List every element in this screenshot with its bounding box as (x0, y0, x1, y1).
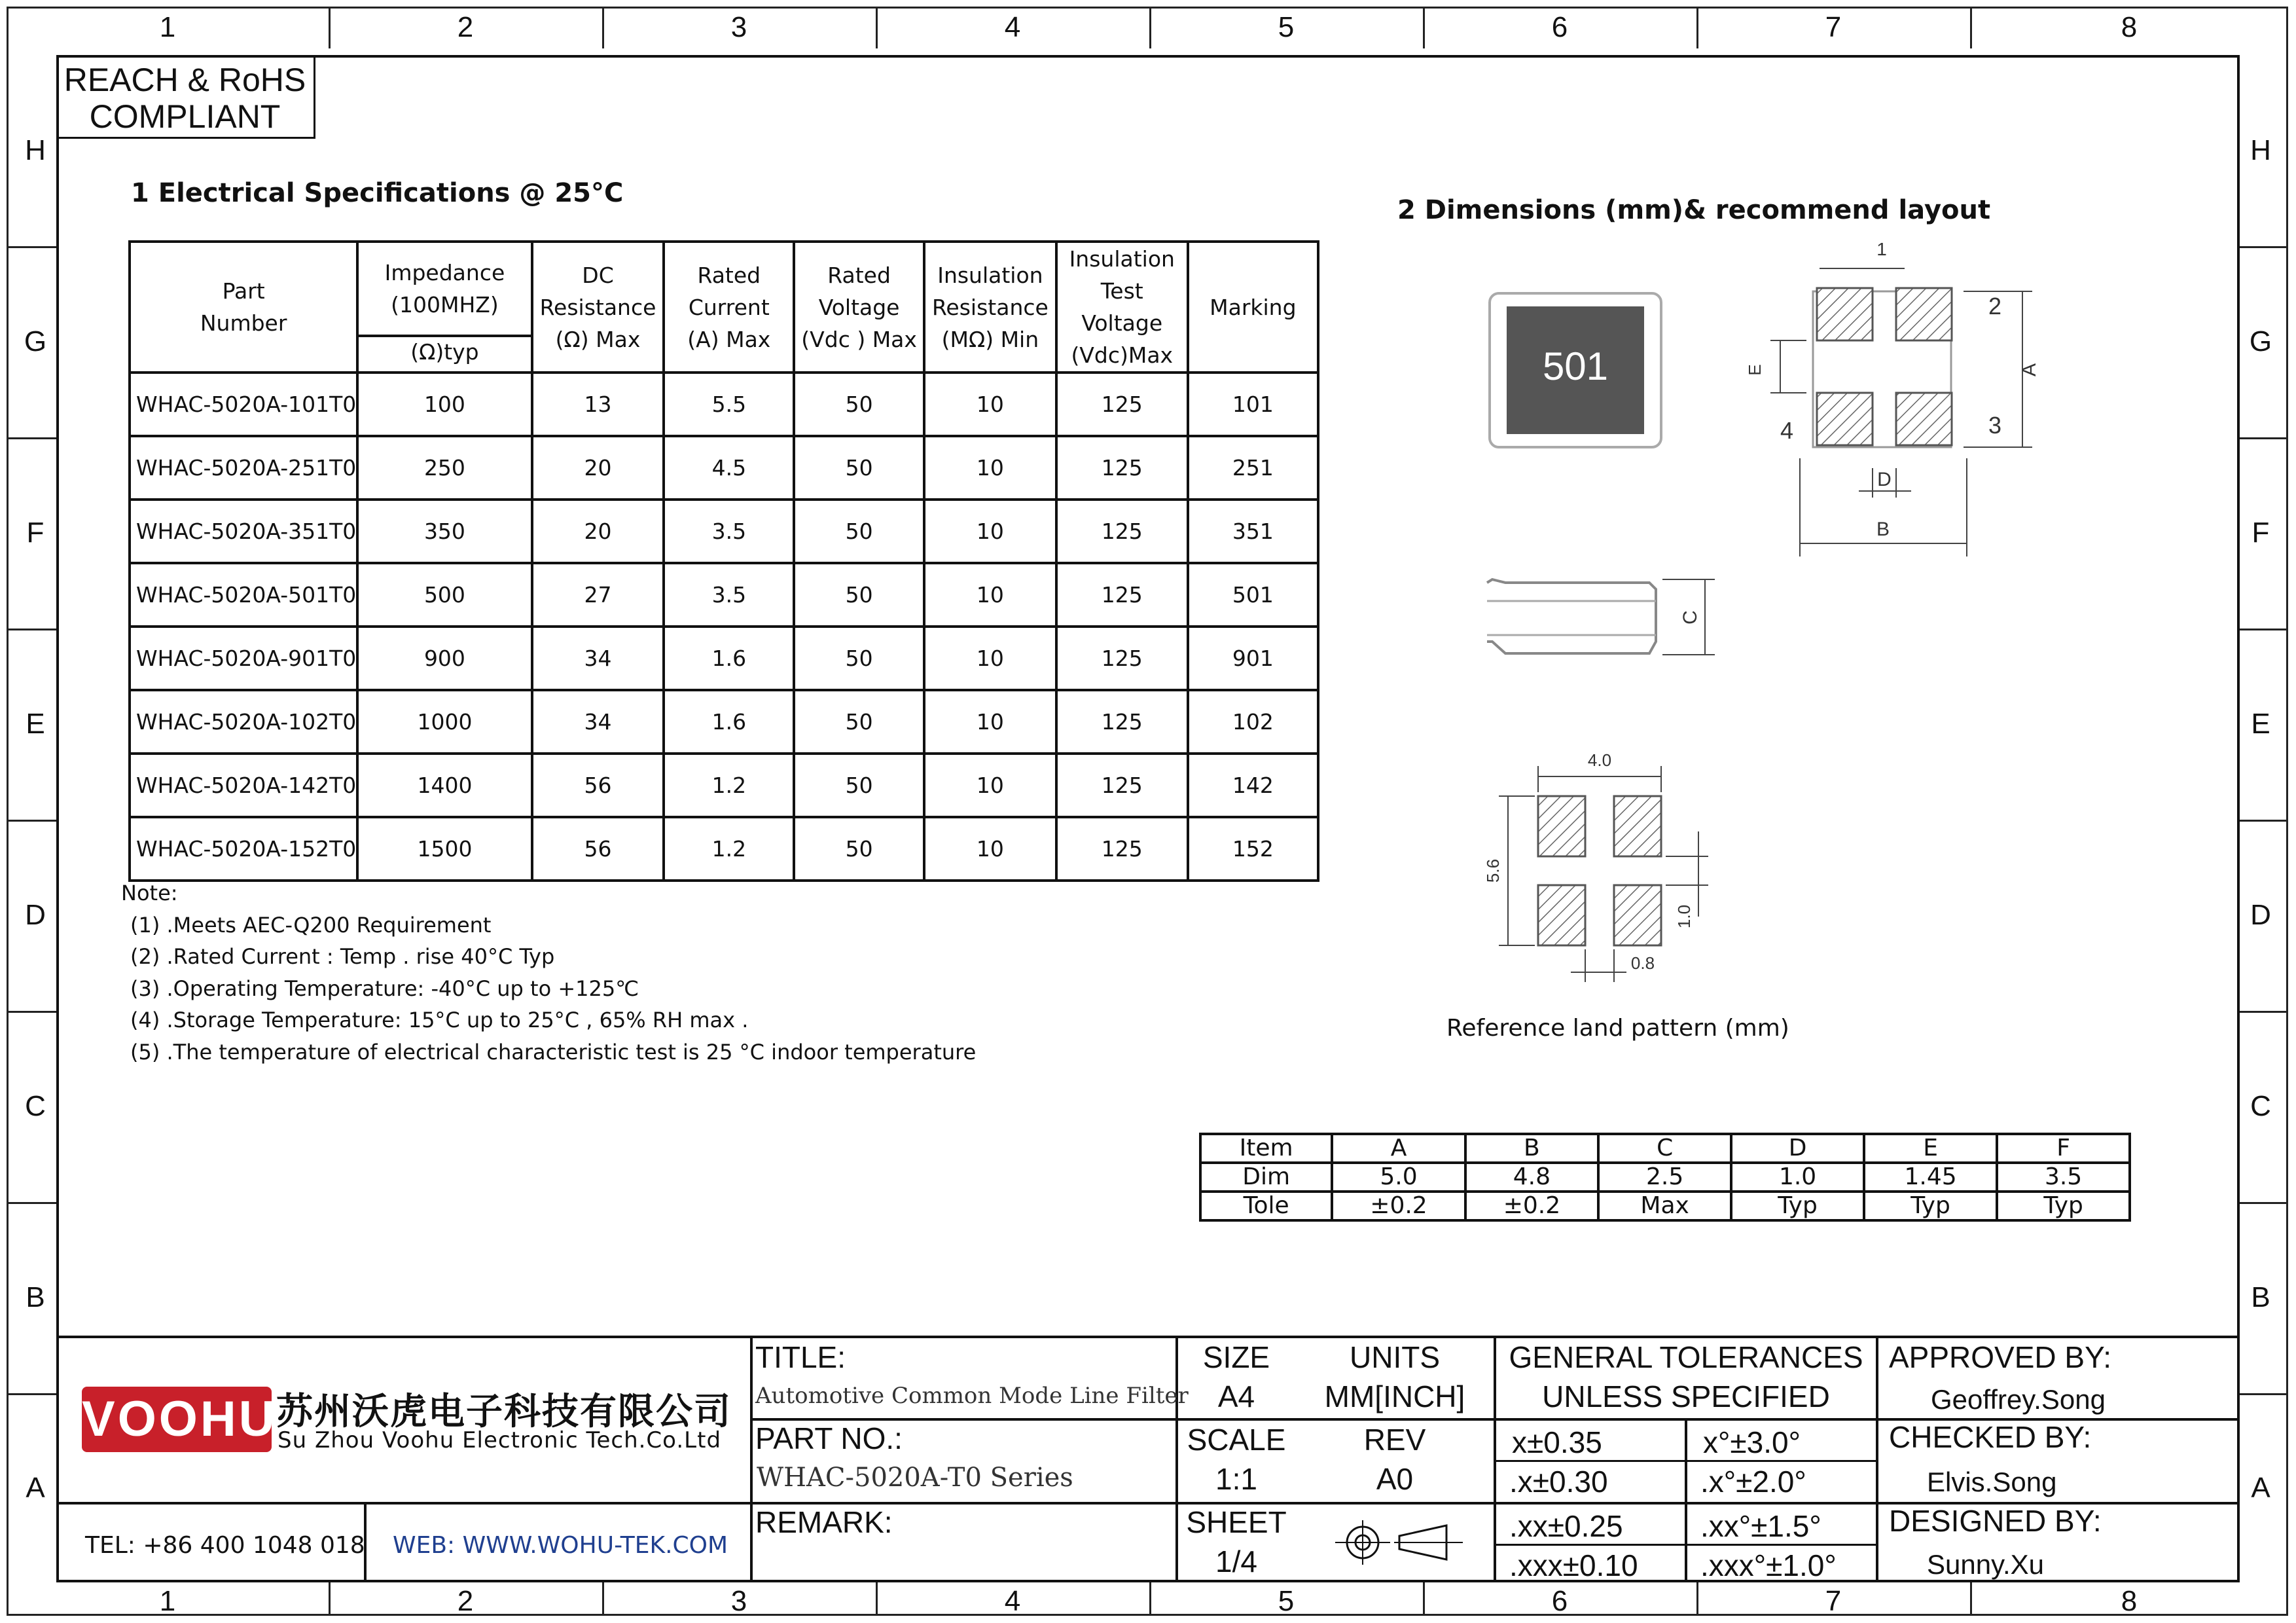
zone-tick (1970, 7, 1972, 48)
pad-label-4: 4 (1780, 417, 1794, 444)
tolerance-linear: .x±0.30 (1509, 1465, 1608, 1499)
zone-tick (2240, 1011, 2288, 1013)
table-row (130, 436, 1318, 500)
title-label: TITLE: (755, 1340, 846, 1374)
compliance-line-1: REACH & RoHS (63, 62, 306, 98)
part-no-label: PART NO.: (755, 1421, 903, 1455)
dim-table-row (1200, 1192, 2130, 1220)
header-text: Rated (697, 262, 761, 288)
zone-row-label: H (25, 134, 46, 166)
table-cell: 125 (1056, 817, 1188, 881)
rev-label: REV (1363, 1423, 1426, 1457)
table-cell: 50 (794, 563, 924, 627)
table-cell: 10 (924, 627, 1056, 690)
dim-b-label: B (1876, 519, 1890, 540)
zone-tick (329, 7, 331, 48)
zone-tick (602, 7, 604, 48)
tolerance-linear: .xxx±0.10 (1509, 1548, 1638, 1582)
zone-tick (1149, 1582, 1151, 1616)
zone-row-label: G (2249, 325, 2272, 357)
table-cell: 125 (1056, 436, 1188, 500)
zone-row-label: B (26, 1281, 45, 1313)
zone-tick (2240, 1202, 2288, 1204)
header-text: Number (200, 310, 287, 336)
header-text: DC (582, 262, 614, 288)
table-cell: 20 (532, 436, 664, 500)
table-cell: 10 (924, 373, 1056, 436)
zone-tick (1423, 7, 1425, 48)
table-cell: 901 (1188, 627, 1318, 690)
table-cell: 1.6 (664, 690, 794, 754)
part-number-cell: WHAC-5020A-101T0 (130, 373, 357, 436)
header-dc-resistance (532, 242, 664, 373)
zone-row-label: F (26, 517, 45, 549)
table-cell: 56 (532, 754, 664, 817)
dim-table-cell: ±0.2 (1465, 1192, 1598, 1220)
scale-value: 1:1 (1215, 1462, 1257, 1496)
zone-column-label: 1 (159, 1585, 176, 1617)
tb-tol-divider (1685, 1418, 1687, 1582)
table-cell: 125 (1056, 563, 1188, 627)
header-text: Rated (827, 262, 891, 288)
zone-column-label: 2 (457, 1585, 474, 1617)
table-cell: 50 (794, 817, 924, 881)
zone-tick (2240, 629, 2288, 630)
header-text: Resistance (931, 294, 1049, 320)
impedance-unit: (Ω)typ (359, 335, 530, 367)
zone-column-label: 1 (159, 11, 176, 43)
header-text: Test Voltage (1081, 278, 1163, 336)
zone-row-label: A (2251, 1471, 2270, 1504)
dim-table-cell: Typ (1864, 1192, 1997, 1220)
table-cell: 10 (924, 690, 1056, 754)
dimension-drawings (1453, 242, 2094, 1093)
header-text: (Vdc ) Max (801, 326, 917, 352)
dim-table-cell: Typ (1731, 1192, 1864, 1220)
table-cell: 27 (532, 563, 664, 627)
dim-table-cell: 2.5 (1598, 1163, 1731, 1192)
table-row (130, 754, 1318, 817)
remark-label: REMARK: (755, 1505, 893, 1539)
scale-label: SCALE (1187, 1423, 1286, 1457)
table-row (130, 373, 1318, 436)
zone-tick (7, 1393, 56, 1395)
part-number-cell: WHAC-5020A-102T0 (130, 690, 357, 754)
dim-table-cell: C (1598, 1134, 1731, 1163)
zone-tick (1970, 1582, 1972, 1616)
tb-top-border (56, 1336, 2240, 1338)
tolerance-angular: .x°±2.0° (1700, 1465, 1806, 1499)
header-impedance (357, 242, 531, 373)
part-no-value: WHAC-5020A-T0 Series (757, 1463, 1073, 1493)
dim-table-cell: 3.5 (1997, 1163, 2130, 1192)
table-cell: 10 (924, 436, 1056, 500)
zone-row-label: E (26, 708, 45, 740)
compliance-box (56, 55, 315, 139)
zone-column-label: 4 (1004, 1585, 1021, 1617)
land-pad-label: 0.8 (1630, 953, 1655, 973)
dim-table-cell: Dim (1200, 1163, 1332, 1192)
units-value: MM[INCH] (1324, 1379, 1465, 1413)
dim-table-cell: D (1731, 1134, 1864, 1163)
dim-table-cell: B (1465, 1134, 1598, 1163)
zone-column-label: 7 (1825, 11, 1842, 43)
table-cell: 56 (532, 817, 664, 881)
dim-table-cell: Item (1200, 1134, 1332, 1163)
zone-tick (7, 1202, 56, 1204)
tolerances-title-2: UNLESS SPECIFIED (1542, 1379, 1830, 1413)
table-cell: 1500 (357, 817, 531, 881)
pad-layout-view (1745, 242, 2040, 556)
component-top-view (1490, 293, 1661, 447)
note-item: (3) .Operating Temperature: -40°C up to +125℃ (130, 976, 639, 1001)
tb-tol-row (1494, 1460, 1876, 1462)
note-item: (1) .Meets AEC-Q200 Requirement (130, 912, 492, 938)
company-web: WEB: WWW.WOHU-TEK.COM (393, 1532, 728, 1559)
table-cell: 34 (532, 627, 664, 690)
zone-tick (7, 437, 56, 439)
company-tel: TEL: +86 400 1048 018 (85, 1532, 365, 1559)
impedance-header-top (359, 243, 530, 335)
zone-tick (7, 820, 56, 822)
title-value: Automotive Common Mode Line Filter (755, 1383, 1189, 1409)
table-cell: 350 (357, 500, 531, 563)
zone-tick (602, 1582, 604, 1616)
dim-table-cell: E (1864, 1134, 1997, 1163)
pad-label-3: 3 (1988, 412, 2002, 439)
zone-row-label: F (2251, 517, 2270, 549)
header-text: Resistance (539, 294, 656, 320)
tolerance-angular: .xxx°±1.0° (1700, 1548, 1837, 1582)
zone-column-label: 3 (730, 1585, 747, 1617)
zone-tick (7, 246, 56, 248)
table-cell: 50 (794, 436, 924, 500)
zone-row-label: D (25, 899, 46, 931)
land-gap-label: 1.0 (1674, 904, 1694, 929)
zone-row-label: C (25, 1090, 46, 1122)
zone-column-label: 6 (1551, 11, 1568, 43)
zone-row-label: H (2250, 134, 2271, 166)
table-cell: 1.2 (664, 754, 794, 817)
tolerances-title-1: GENERAL TOLERANCES (1509, 1340, 1863, 1374)
table-cell: 125 (1056, 690, 1188, 754)
table-cell: 10 (924, 500, 1056, 563)
dim-table-cell: 5.0 (1332, 1163, 1465, 1192)
dim-table-row (1200, 1163, 2130, 1192)
designed-label: DESIGNED BY: (1889, 1504, 2102, 1538)
zone-row-label: C (2250, 1090, 2271, 1122)
table-cell: 34 (532, 690, 664, 754)
pad-label-2: 2 (1988, 293, 2002, 319)
dim-table-cell: Tole (1200, 1192, 1332, 1220)
table-cell: 102 (1188, 690, 1318, 754)
part-number-cell: WHAC-5020A-152T0 (130, 817, 357, 881)
table-cell: 50 (794, 500, 924, 563)
zone-tick (2240, 437, 2288, 439)
spec-rows (130, 373, 1318, 881)
rev-value: A0 (1376, 1462, 1414, 1496)
section-2-title: 2 Dimensions (mm)& recommend layout (1397, 195, 1991, 225)
table-cell: 3.5 (664, 500, 794, 563)
table-cell: 10 (924, 754, 1056, 817)
zone-tick (2240, 1393, 2288, 1395)
header-part-number (130, 242, 357, 373)
note-item: (2) .Rated Current : Temp . rise 40°C Typ (130, 944, 555, 969)
section-1-title: 1 Electrical Specifications @ 25°C (131, 178, 624, 208)
table-cell: 501 (1188, 563, 1318, 627)
table-cell: 13 (532, 373, 664, 436)
zone-column-label: 4 (1004, 11, 1021, 43)
table-cell: 500 (357, 563, 531, 627)
table-cell: 100 (357, 373, 531, 436)
table-cell: 1.6 (664, 627, 794, 690)
zone-row-label: E (2251, 708, 2270, 740)
dim-table-cell: 1.0 (1731, 1163, 1864, 1192)
zone-row-label: A (26, 1471, 45, 1504)
dim-d-label: D (1877, 469, 1892, 490)
table-cell: 20 (532, 500, 664, 563)
dim-table-cell: F (1997, 1134, 2130, 1163)
table-cell: 125 (1056, 373, 1188, 436)
header-text: (A) Max (687, 326, 771, 352)
header-text: Voltage (818, 294, 900, 320)
electrical-spec-table (128, 240, 1319, 882)
zone-tick (329, 1582, 331, 1616)
zone-column-label: 5 (1278, 1585, 1295, 1617)
dim-c-label: C (1679, 610, 1701, 625)
table-cell: 4.5 (664, 436, 794, 500)
table-cell: 250 (357, 436, 531, 500)
table-cell: 3.5 (664, 563, 794, 627)
zone-tick (1696, 1582, 1698, 1616)
approved-label: APPROVED BY: (1889, 1340, 2112, 1374)
company-logo: VOOHU (82, 1387, 272, 1452)
projection-symbol-icon (1316, 1516, 1473, 1569)
zone-tick (1696, 7, 1698, 48)
company-name-cn: 苏州沃虎电子科技有限公司 (276, 1391, 732, 1433)
tb-row-divider (1494, 1502, 2240, 1504)
table-cell: 142 (1188, 754, 1318, 817)
sheet-value: 1/4 (1215, 1544, 1257, 1578)
dim-table-cell: 4.8 (1465, 1163, 1598, 1192)
tolerance-angular: x°±3.0° (1703, 1425, 1801, 1459)
table-cell: 125 (1056, 627, 1188, 690)
tb-col-divider (1876, 1336, 1878, 1582)
dim-table-cell: Max (1598, 1192, 1731, 1220)
tb-col-divider (750, 1336, 753, 1582)
zone-tick (7, 629, 56, 630)
sheet-label: SHEET (1186, 1505, 1287, 1539)
zone-column-label: 7 (1825, 1585, 1842, 1617)
zone-tick (7, 1011, 56, 1013)
part-number-cell: WHAC-5020A-142T0 (130, 754, 357, 817)
checked-value: Elvis.Song (1927, 1467, 2057, 1497)
land-pattern (1483, 750, 1708, 982)
table-cell: 125 (1056, 500, 1188, 563)
units-label: UNITS (1350, 1340, 1440, 1374)
note-item: (4) .Storage Temperature: 15°C up to 25°C , 65% RH max . (130, 1008, 749, 1032)
header-text: (MΩ) Min (941, 326, 1039, 352)
table-cell: 50 (794, 627, 924, 690)
header-rated-voltage (794, 242, 924, 373)
table-cell: 50 (794, 373, 924, 436)
tb-logo-divider (56, 1502, 751, 1504)
zone-column-label: 2 (457, 11, 474, 43)
dim-table-row (1200, 1134, 2130, 1163)
header-text: Impedance (384, 260, 505, 285)
dim-table-cell: A (1332, 1134, 1465, 1163)
note-item: (5) .The temperature of electrical characteristic test is 25 °C indoor temperature (130, 1039, 977, 1065)
zone-row-label: G (24, 325, 47, 357)
tb-row-divider (1494, 1418, 2240, 1421)
part-number-cell: WHAC-5020A-501T0 (130, 563, 357, 627)
zone-column-label: 8 (2121, 1585, 2138, 1617)
size-label: SIZE (1202, 1340, 1270, 1374)
header-marking: Marking (1188, 242, 1318, 373)
table-row (130, 690, 1318, 754)
zone-column-label: 8 (2121, 11, 2138, 43)
zone-tick (2240, 246, 2288, 248)
notes-heading: Note: (121, 881, 178, 905)
part-number-cell: WHAC-5020A-251T0 (130, 436, 357, 500)
zone-tick (1423, 1582, 1425, 1616)
land-width-label: 4.0 (1587, 750, 1612, 770)
dim-table-cell: ±0.2 (1332, 1192, 1465, 1220)
tolerance-linear: x±0.35 (1512, 1425, 1602, 1459)
dim-e-label: E (1745, 364, 1765, 376)
table-cell: 5.5 (664, 373, 794, 436)
company-name-en: Su Zhou Voohu Electronic Tech.Co.Ltd (278, 1427, 722, 1453)
header-text: Insulation (937, 262, 1043, 288)
table-row (130, 563, 1318, 627)
zone-row-label: B (2251, 1281, 2270, 1313)
designed-value: Sunny.Xu (1927, 1549, 2045, 1580)
component-side-view (1487, 579, 1715, 655)
part-number-cell: WHAC-5020A-351T0 (130, 500, 357, 563)
zone-tick (876, 7, 878, 48)
zone-column-label: 6 (1551, 1585, 1568, 1617)
header-rated-current (664, 242, 794, 373)
table-cell: 125 (1056, 754, 1188, 817)
table-cell: 50 (794, 690, 924, 754)
land-height-label: 5.6 (1483, 858, 1503, 883)
table-cell: 152 (1188, 817, 1318, 881)
table-cell: 1000 (357, 690, 531, 754)
table-cell: 101 (1188, 373, 1318, 436)
table-row (130, 627, 1318, 690)
table-cell: 1400 (357, 754, 531, 817)
compliance-line-2: COMPLIANT (89, 98, 281, 135)
tolerance-angular: .xx°±1.5° (1700, 1509, 1821, 1543)
table-cell: 1.2 (664, 817, 794, 881)
header-text: (100MHZ) (391, 292, 499, 318)
header-text: Insulation (1069, 246, 1175, 272)
table-cell: 10 (924, 817, 1056, 881)
dimension-rows (1200, 1134, 2130, 1220)
dim-a-label: A (2018, 363, 2040, 377)
header-text: (Ω) Max (555, 326, 641, 352)
header-test-voltage (1056, 242, 1188, 373)
zone-tick (876, 1582, 878, 1616)
checked-label: CHECKED BY: (1889, 1420, 2092, 1454)
table-cell: 351 (1188, 500, 1318, 563)
header-insulation-resistance (924, 242, 1056, 373)
table-row (130, 500, 1318, 563)
zone-row-label: D (2250, 899, 2271, 931)
header-text: Current (688, 294, 770, 320)
table-cell: 50 (794, 754, 924, 817)
size-value: A4 (1217, 1379, 1255, 1413)
tolerance-linear: .xx±0.25 (1509, 1509, 1623, 1543)
notes-block (121, 877, 976, 1068)
dim-table-cell: Typ (1997, 1192, 2130, 1220)
table-cell: 900 (357, 627, 531, 690)
header-text: Part (222, 278, 265, 304)
zone-tick (2240, 820, 2288, 822)
zone-column-label: 3 (730, 11, 747, 43)
zone-tick (1149, 7, 1151, 48)
dim-table-cell: 1.45 (1864, 1163, 1997, 1192)
pad-label-1: 1 (1876, 242, 1887, 259)
part-number-cell: WHAC-5020A-901T0 (130, 627, 357, 690)
dimension-table (1199, 1133, 2131, 1222)
header-text: (Vdc)Max (1071, 342, 1174, 368)
approved-value: Geoffrey.Song (1931, 1384, 2106, 1415)
zone-column-label: 5 (1278, 11, 1295, 43)
land-pattern-caption: Reference land pattern (mm) (1446, 1015, 1789, 1042)
table-cell: 10 (924, 563, 1056, 627)
table-row (130, 817, 1318, 881)
table-cell: 251 (1188, 436, 1318, 500)
tb-tol-row (1494, 1544, 1876, 1546)
component-marking: 501 (1542, 344, 1609, 388)
